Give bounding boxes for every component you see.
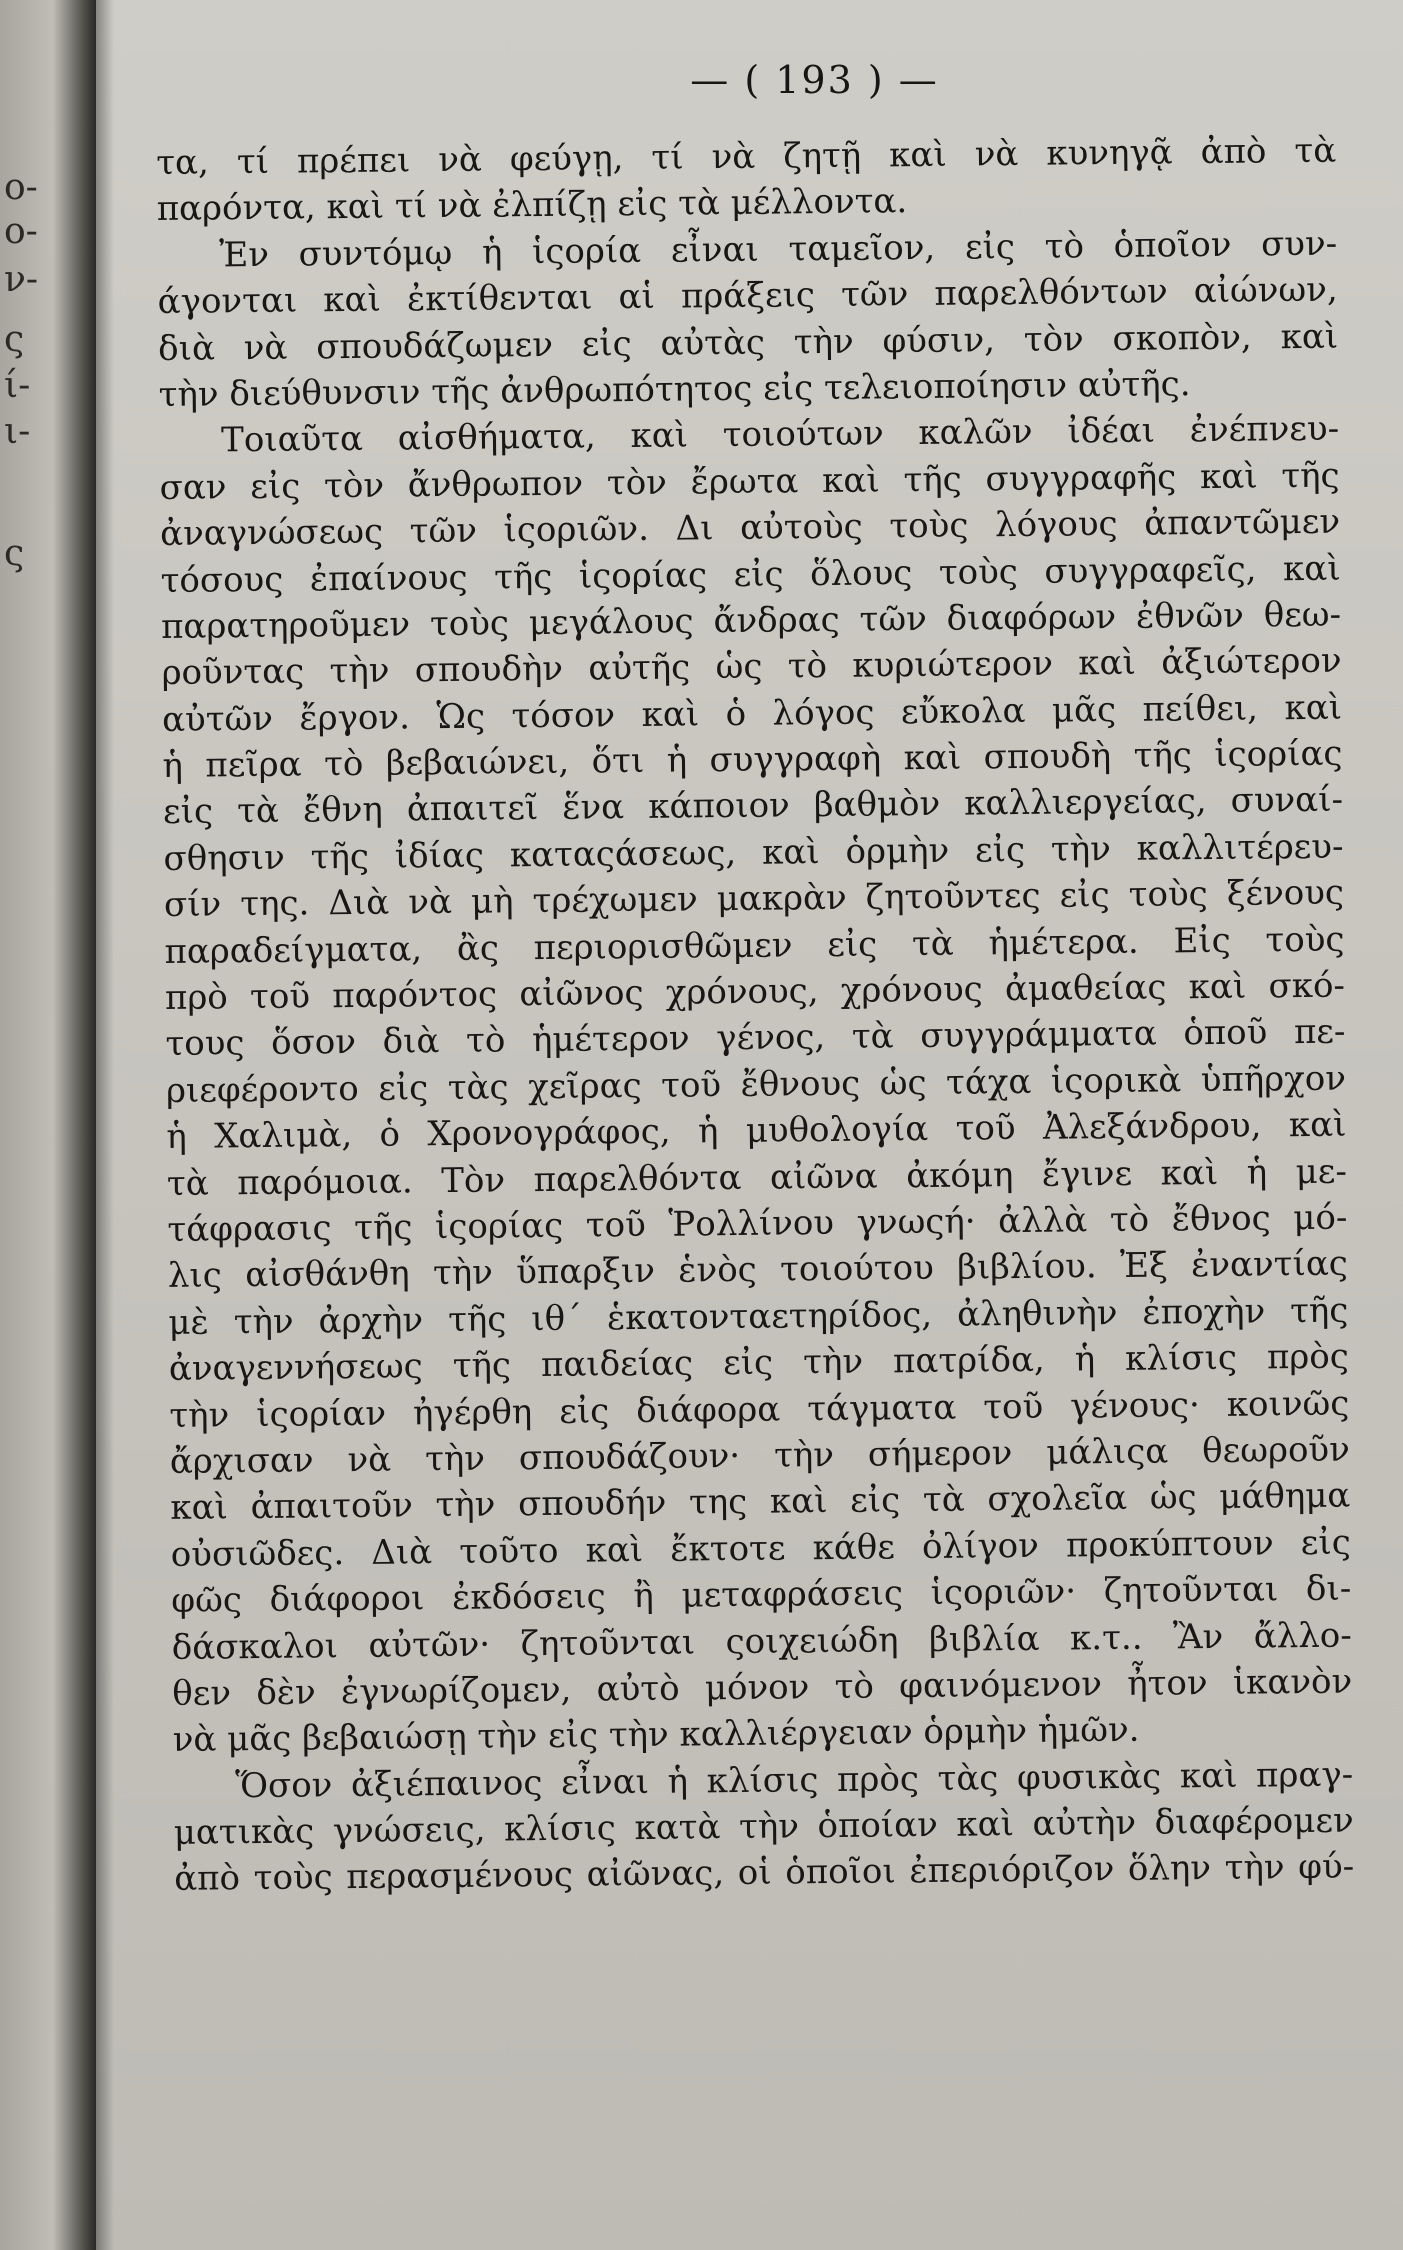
text-line: ἄρχισαν νὰ τὴν σπουδάζουν· τὴν σήμερον μάλιςα θεωροῦν (169, 1429, 1350, 1482)
binding-gutter (0, 0, 96, 2250)
text-line: εἰς τὰ ἔθνη ἀπαιτεῖ ἕνα κάποιον βαθμὸν καλλιεργείας, συναί- (162, 780, 1344, 833)
page-body-text (156, 128, 1354, 1903)
text-line: ἀναγεννήσεως τῆς παιδείας εἰς τὴν πατρίδα, ἡ κλίσις πρὸς (168, 1336, 1350, 1390)
text-line: λις αἰσθάνθη τὴν ὕπαρξιν ἑνὸς τοιούτου βιβλίου. Ἐξ ἐναντίας (167, 1243, 1349, 1297)
text-line: οὐσιῶδες. Διὰ τοῦτο καὶ ἔκτοτε κάθε ὀλίγον προκύπτουν εἰς (170, 1522, 1351, 1575)
text-line: παρόντα, καὶ τί νὰ ἐλπίζῃ εἰς τὰ μέλλοντα. (156, 181, 908, 230)
gutter-mark: ο- (4, 211, 38, 252)
page-number-header: — ( 193 ) — (690, 58, 939, 102)
text-line: ματικὰς γνώσεις, κλίσις κατὰ τὴν ὁποίαν καὶ αὐτὴν διαφέρομεν (173, 1800, 1354, 1853)
text-line: τὴν διεύθυνσιν τῆς ἀνθρωπότητος εἰς τελειοποίησιν αὐτῆς. (158, 364, 1191, 415)
text-line: ἀπὸ τοὺς περασμένους αἰῶνας, οἱ ὁποῖοι ἐπεριόριζον ὅλην τὴν φύ- (174, 1847, 1355, 1900)
text-line: παραδείγματα, ἂς περιορισθῶμεν εἰς τὰ ἡμέτερα. Εἰς τοὺς (164, 919, 1345, 972)
text-line: σαν εἰς τὸν ἄνθρωπον τὸν ἔρωτα καὶ τῆς συγγραφῆς καὶ τῆς (159, 455, 1340, 508)
gutter-mark: ί- (4, 365, 31, 406)
text-line: Ἐν συντόμῳ ἡ ἱςορία εἶναι ταμεῖον, εἰς τὸ ὁποῖον συν- (218, 223, 1338, 276)
text-line: Ὅσον ἀξιέπαινος εἶναι ἡ κλίσις πρὸς τὰς φυσικὰς καὶ πραγ- (235, 1754, 1354, 1806)
gutter-mark: ο- (4, 167, 38, 208)
text-line: ἀναγνώσεως τῶν ἱςοριῶν. Δι αὐτοὺς τοὺς λόγους ἀπαντῶμεν (159, 501, 1341, 555)
text-line: φῶς διάφοροι ἐκδόσεις ἢ μεταφράσεις ἱςοριῶν· ζητοῦνται δι- (171, 1568, 1352, 1622)
text-line: σθησιν τῆς ἰδίας καταςάσεως, καὶ ὁρμὴν εἰς τὴν καλλιτέρευ- (163, 826, 1344, 879)
gutter-mark: ς (4, 533, 25, 574)
text-line: σίν της. Διὰ νὰ μὴ τρέχωμεν μακρὰν ζητοῦντες εἰς τοὺς ξένους (163, 872, 1345, 926)
text-line: νὰ μᾶς βεβαιώσῃ τὴν εἰς τὴν καλλιέργειαν ὁρμὴν ἡμῶν. (172, 1710, 1140, 1761)
text-line: παρατηροῦμεν τοὺς μεγάλους ἄνδρας τῶν διαφόρων ἐθνῶν θεω- (160, 594, 1342, 647)
book-page (96, 0, 1403, 2250)
text-line: τάφρασις τῆς ἱςορίας τοῦ Ῥολλίνου γνωςή· ἀλλὰ τὸ ἔθνος μό- (167, 1197, 1348, 1250)
text-line: δάσκαλοι αὐτῶν· ζητοῦνται ςοιχειώδη βιβλία κ.τ.. Ἂν ἄλλο- (171, 1615, 1352, 1668)
text-line: θεν δὲν ἐγνωρίζομεν, αὐτὸ μόνον τὸ φαινόμενον ἦτον ἱκανὸν (172, 1661, 1353, 1714)
text-line: ροῦντας τὴν σπουδὴν αὐτῆς ὡς τὸ κυριώτερον καὶ ἀξιώτερον (161, 640, 1342, 694)
text-line: τὰ παρόμοια. Τὸν παρελθόντα αἰῶνα ἀκόμη ἔγινε καὶ ἡ με- (166, 1151, 1348, 1204)
gutter-mark: ς (4, 319, 25, 360)
gutter-mark: ν- (4, 259, 39, 300)
text-line: ριεφέροντο εἰς τὰς χεῖρας τοῦ ἔθνους ὡς τάχα ἱςορικὰ ὑπῆρχον (165, 1058, 1347, 1111)
text-line: ἡ Χαλιμὰ, ὁ Χρονογράφος, ἡ μυθολογία τοῦ Ἀλεξάνδρου, καὶ (166, 1104, 1347, 1158)
text-line: άγονται καὶ ἐκτίθενται αἱ πράξεις τῶν παρελθόντων αἰώνων, (157, 269, 1338, 323)
text-line: τὴν ἱςορίαν ἠγέρθη εἰς διάφορα τάγματα τοῦ γένους· κοινῶς (169, 1383, 1350, 1436)
gutter-mark: ι- (4, 411, 31, 452)
text-line: αὐτῶν ἔργον. Ὡς τόσον καὶ ὁ λόγος εὔκολα μᾶς πείθει, καὶ (161, 687, 1343, 740)
text-line: τα, τί πρέπει νὰ φεύγῃ, τί νὰ ζητῇ καὶ νὰ κυνηγᾷ ἀπὸ τὰ (156, 130, 1337, 183)
text-line: ἡ πεῖρα τὸ βεβαιώνει, ὅτι ἡ συγγραφὴ καὶ σπουδὴ τῆς ἱςορίας (162, 733, 1343, 787)
text-line: καὶ ἀπαιτοῦν τὴν σπουδήν της καὶ εἰς τὰ σχολεῖα ὡς μάθημα (170, 1475, 1351, 1529)
text-line: τόσους ἐπαίνους τῆς ἱςορίας εἰς ὅλους τοὺς συγγραφεῖς, καὶ (160, 548, 1341, 601)
text-line: διὰ νὰ σπουδάζωμεν εἰς αὐτὰς τὴν φύσιν, τὸν σκοπὸν, καὶ (157, 316, 1339, 369)
text-line: μὲ τὴν ἀρχὴν τῆς ιθ´ ἑκατονταετηρίδος, ἀληθινὴν ἐποχὴν τῆς (168, 1290, 1349, 1343)
text-line: Τοιαῦτα αἰσθήματα, καὶ τοιούτων καλῶν ἰδέαι ἐνέπνευ- (220, 408, 1340, 461)
text-line: πρὸ τοῦ παρόντος αἰῶνος χρόνους, χρόνους ἀμαθείας καὶ σκό- (164, 965, 1346, 1018)
text-line: τους ὅσον διὰ τὸ ἡμέτερον γένος, τὰ συγγράμματα ὁποῦ πε- (165, 1012, 1346, 1065)
